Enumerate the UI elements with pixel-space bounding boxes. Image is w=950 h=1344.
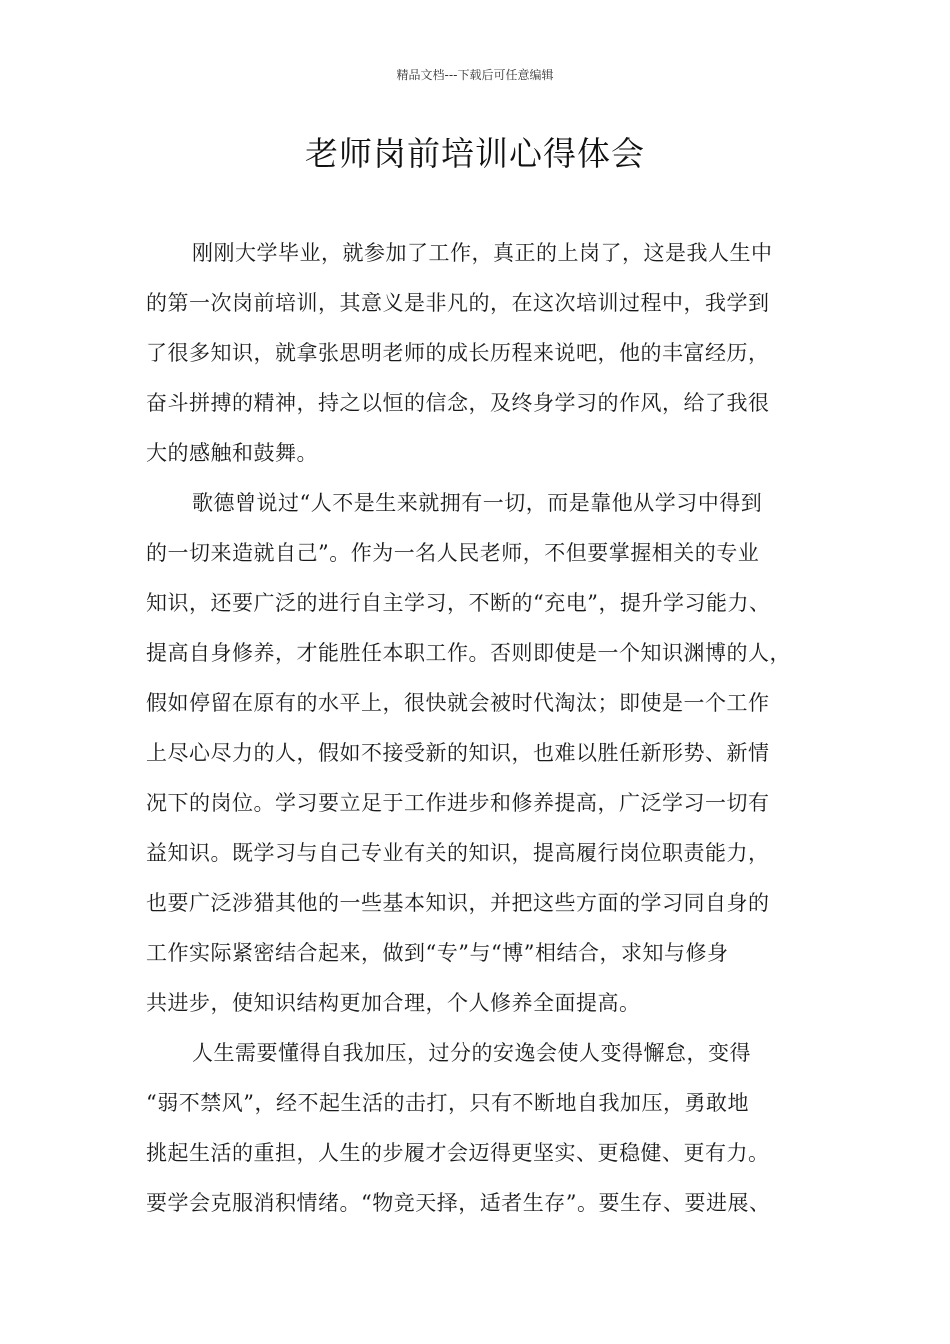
paragraph-2-line-11: 共进步，使知识结构更加合理，个人修养全面提高。 bbox=[146, 991, 641, 1015]
paragraph-1-line-1: 刚刚大学毕业，就参加了工作，真正的上岗了，这是我人生中 bbox=[192, 241, 773, 265]
paragraph-2-line-4: 提高自身修养，才能胜任本职工作。否则即使是一个知识渊博的人， bbox=[146, 641, 791, 665]
paragraph-1-line-4: 奋斗拼搏的精神，持之以恒的信念，及终身学习的作风，给了我很 bbox=[146, 391, 770, 415]
paragraph-2-line-1: 歌德曾说过“人不是生来就拥有一切，而是靠他从学习中得到 bbox=[192, 491, 763, 515]
paragraph-1-line-5: 大的感触和鼓舞。 bbox=[146, 441, 318, 465]
paragraph-2-line-8: 益知识。既学习与自己专业有关的知识，提高履行岗位职责能力， bbox=[146, 841, 770, 865]
paragraph-2-line-9: 也要广泛涉猎其他的一些基本知识，并把这些方面的学习同自身的 bbox=[146, 891, 770, 915]
paragraph-2-line-6: 上尽心尽力的人，假如不接受新的知识，也难以胜任新形势、新情 bbox=[146, 741, 770, 765]
paragraph-2-line-7: 况下的岗位。学习要立足于工作进步和修养提高，广泛学习一切有 bbox=[146, 791, 770, 815]
paragraph-2-line-2: 的一切来造就自己”。作为一名人民老师，不但要掌握相关的专业 bbox=[146, 541, 760, 565]
paragraph-1-line-2: 的第一次岗前培训，其意义是非凡的，在这次培训过程中，我学到 bbox=[146, 291, 770, 315]
paragraph-1-line-3: 了很多知识，就拿张思明老师的成长历程来说吧，他的丰富经历， bbox=[146, 341, 770, 365]
paragraph-2-line-10: 工作实际紧密结合起来，做到“专”与“博”相结合，求知与修身 bbox=[146, 941, 729, 965]
paragraph-3-line-1: 人生需要懂得自我加压，过分的安逸会使人变得懈怠，变得 bbox=[192, 1041, 751, 1065]
header-note: 精品文档---下载后可任意编辑 bbox=[396, 68, 554, 82]
paragraph-3-line-2: “弱不禁风”，经不起生活的击打，只有不断地自我加压，勇敢地 bbox=[146, 1091, 749, 1115]
paragraph-3-line-4: 要学会克服消积情绪。“物竞天择，适者生存”。要生存、要进展、 bbox=[146, 1191, 771, 1215]
paragraph-3-line-3: 挑起生活的重担，人生的步履才会迈得更坚实、更稳健、更有力。 bbox=[146, 1141, 770, 1165]
document-body bbox=[146, 228, 836, 1228]
paragraph-2-line-3: 知识，还要广泛的进行自主学习，不断的“充电”，提升学习能力、 bbox=[146, 591, 771, 615]
document-title: 老师岗前培训心得体会 bbox=[305, 134, 645, 173]
paragraph-2-line-5: 假如停留在原有的水平上，很快就会被时代淘汰；即使是一个工作 bbox=[146, 691, 770, 715]
